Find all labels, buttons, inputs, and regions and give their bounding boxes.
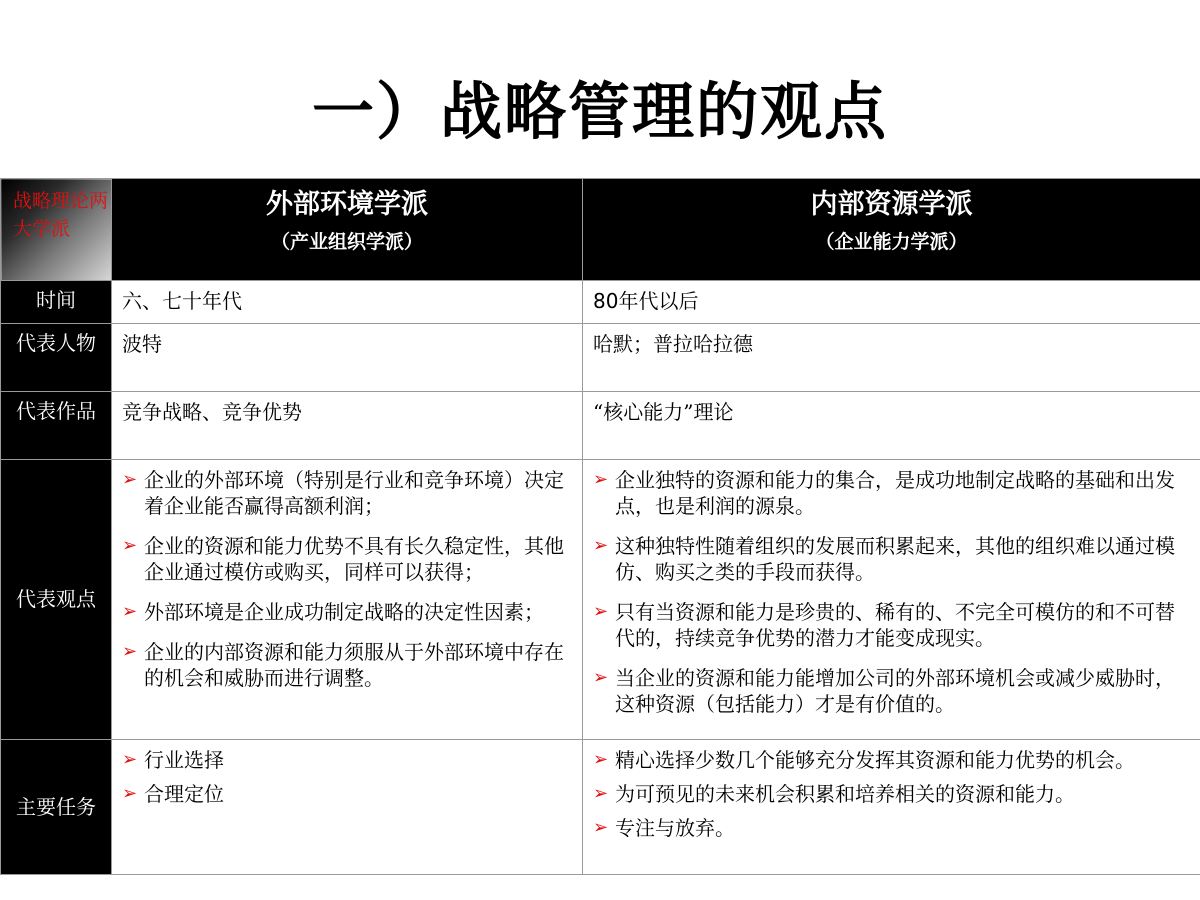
cell-works-external: 竞争战略、竞争优势 [112,392,583,460]
arrow-bullet-icon: ➢ [593,817,609,838]
cell-works-internal: “核心能力”理论 [583,392,1200,460]
header-external [112,179,583,281]
row-tasks [1,740,1200,875]
list-item-text: 这种独特性随着组织的发展而积累起来，其他的组织难以通过模仿、购买之类的手段而获得。 [615,534,1175,584]
cell-people-external: 波特 [112,324,583,392]
header-external-name: 外部环境学派 [266,189,428,220]
cell-time-external: 六、七十年代 [112,281,583,324]
header-internal-name: 内部资源学派 [810,189,973,220]
list-item [122,747,572,773]
list-item-text: 企业的外部环境（特别是行业和竞争环境）决定着企业能否赢得高额利润； [144,468,564,518]
arrow-bullet-icon: ➢ [593,749,609,770]
list-item-text: 企业独特的资源和能力的集合，是成功地制定战略的基础和出发点，也是利润的源泉。 [615,468,1175,518]
row-label-people: 代表人物 [1,324,112,392]
row-time [1,281,1200,324]
arrow-bullet-icon: ➢ [122,641,138,662]
arrow-bullet-icon: ➢ [122,601,138,622]
list-item-text: 为可预见的未来机会积累和培养相关的资源和能力。 [615,782,1075,806]
cell-views-external [112,460,583,740]
comparison-table [0,178,1200,875]
list-item-text: 行业选择 [144,748,224,772]
list-item [593,815,1190,841]
arrow-bullet-icon: ➢ [593,601,609,622]
arrow-bullet-icon: ➢ [122,749,138,770]
row-label-tasks: 主要任务 [1,740,112,875]
row-views [1,460,1200,740]
arrow-bullet-icon: ➢ [593,535,609,556]
slide-title: 一）战略管理的观点 [311,75,888,148]
tasks-external-list [122,747,572,807]
row-people [1,324,1200,392]
tasks-internal-list [593,747,1190,841]
list-item-text: 专注与放弃。 [615,816,735,840]
row-label-works: 代表作品 [1,392,112,460]
row-works [1,392,1200,460]
list-item [593,533,1190,585]
arrow-bullet-icon: ➢ [122,783,138,804]
arrow-bullet-icon: ➢ [593,469,609,490]
list-item-text: 只有当资源和能力是珍贵的、稀有的、不完全可模仿的和不可替代的，持续竞争优势的潜力才能变成现实。 [615,600,1175,650]
views-external-list [122,467,572,691]
arrow-bullet-icon: ➢ [122,469,138,490]
header-external-sub: （产业组织学派） [270,231,423,253]
list-item [593,781,1190,807]
header-internal-sub: （企业能力学派） [815,231,968,253]
cell-time-internal: 80年代以后 [583,281,1200,324]
list-item-text: 精心选择少数几个能够充分发挥其资源和能力优势的机会。 [615,748,1135,772]
list-item-text: 企业的内部资源和能力须服从于外部环境中存在的机会和威胁而进行调整。 [144,640,564,690]
arrow-bullet-icon: ➢ [122,535,138,556]
cell-views-internal [583,460,1200,740]
header-row [1,179,1200,281]
views-internal-list [593,467,1190,717]
arrow-bullet-icon: ➢ [593,667,609,688]
list-item [593,747,1190,773]
list-item [122,781,572,807]
list-item [122,533,572,585]
cell-tasks-external [112,740,583,875]
cell-people-internal: 哈默；普拉哈拉德 [583,324,1200,392]
arrow-bullet-icon: ➢ [593,783,609,804]
list-item [122,467,572,519]
list-item-text: 企业的资源和能力优势不具有长久稳定性，其他企业通过模仿或购买，同样可以获得； [144,534,564,584]
list-item [593,665,1190,717]
list-item [122,639,572,691]
list-item-text: 合理定位 [144,782,224,806]
corner-label: 战略理论两大学派 [1,179,112,281]
list-item [593,599,1190,651]
row-label-time: 时间 [1,281,112,324]
row-label-views: 代表观点 [1,460,112,740]
list-item-text: 当企业的资源和能力能增加公司的外部环境机会或减少威胁时，这种资源（包括能力）才是有价值的。 [615,666,1175,716]
list-item-text: 外部环境是企业成功制定战略的决定性因素； [144,600,544,624]
header-internal [583,179,1200,281]
list-item [122,599,572,625]
cell-tasks-internal [583,740,1200,875]
list-item [593,467,1190,519]
